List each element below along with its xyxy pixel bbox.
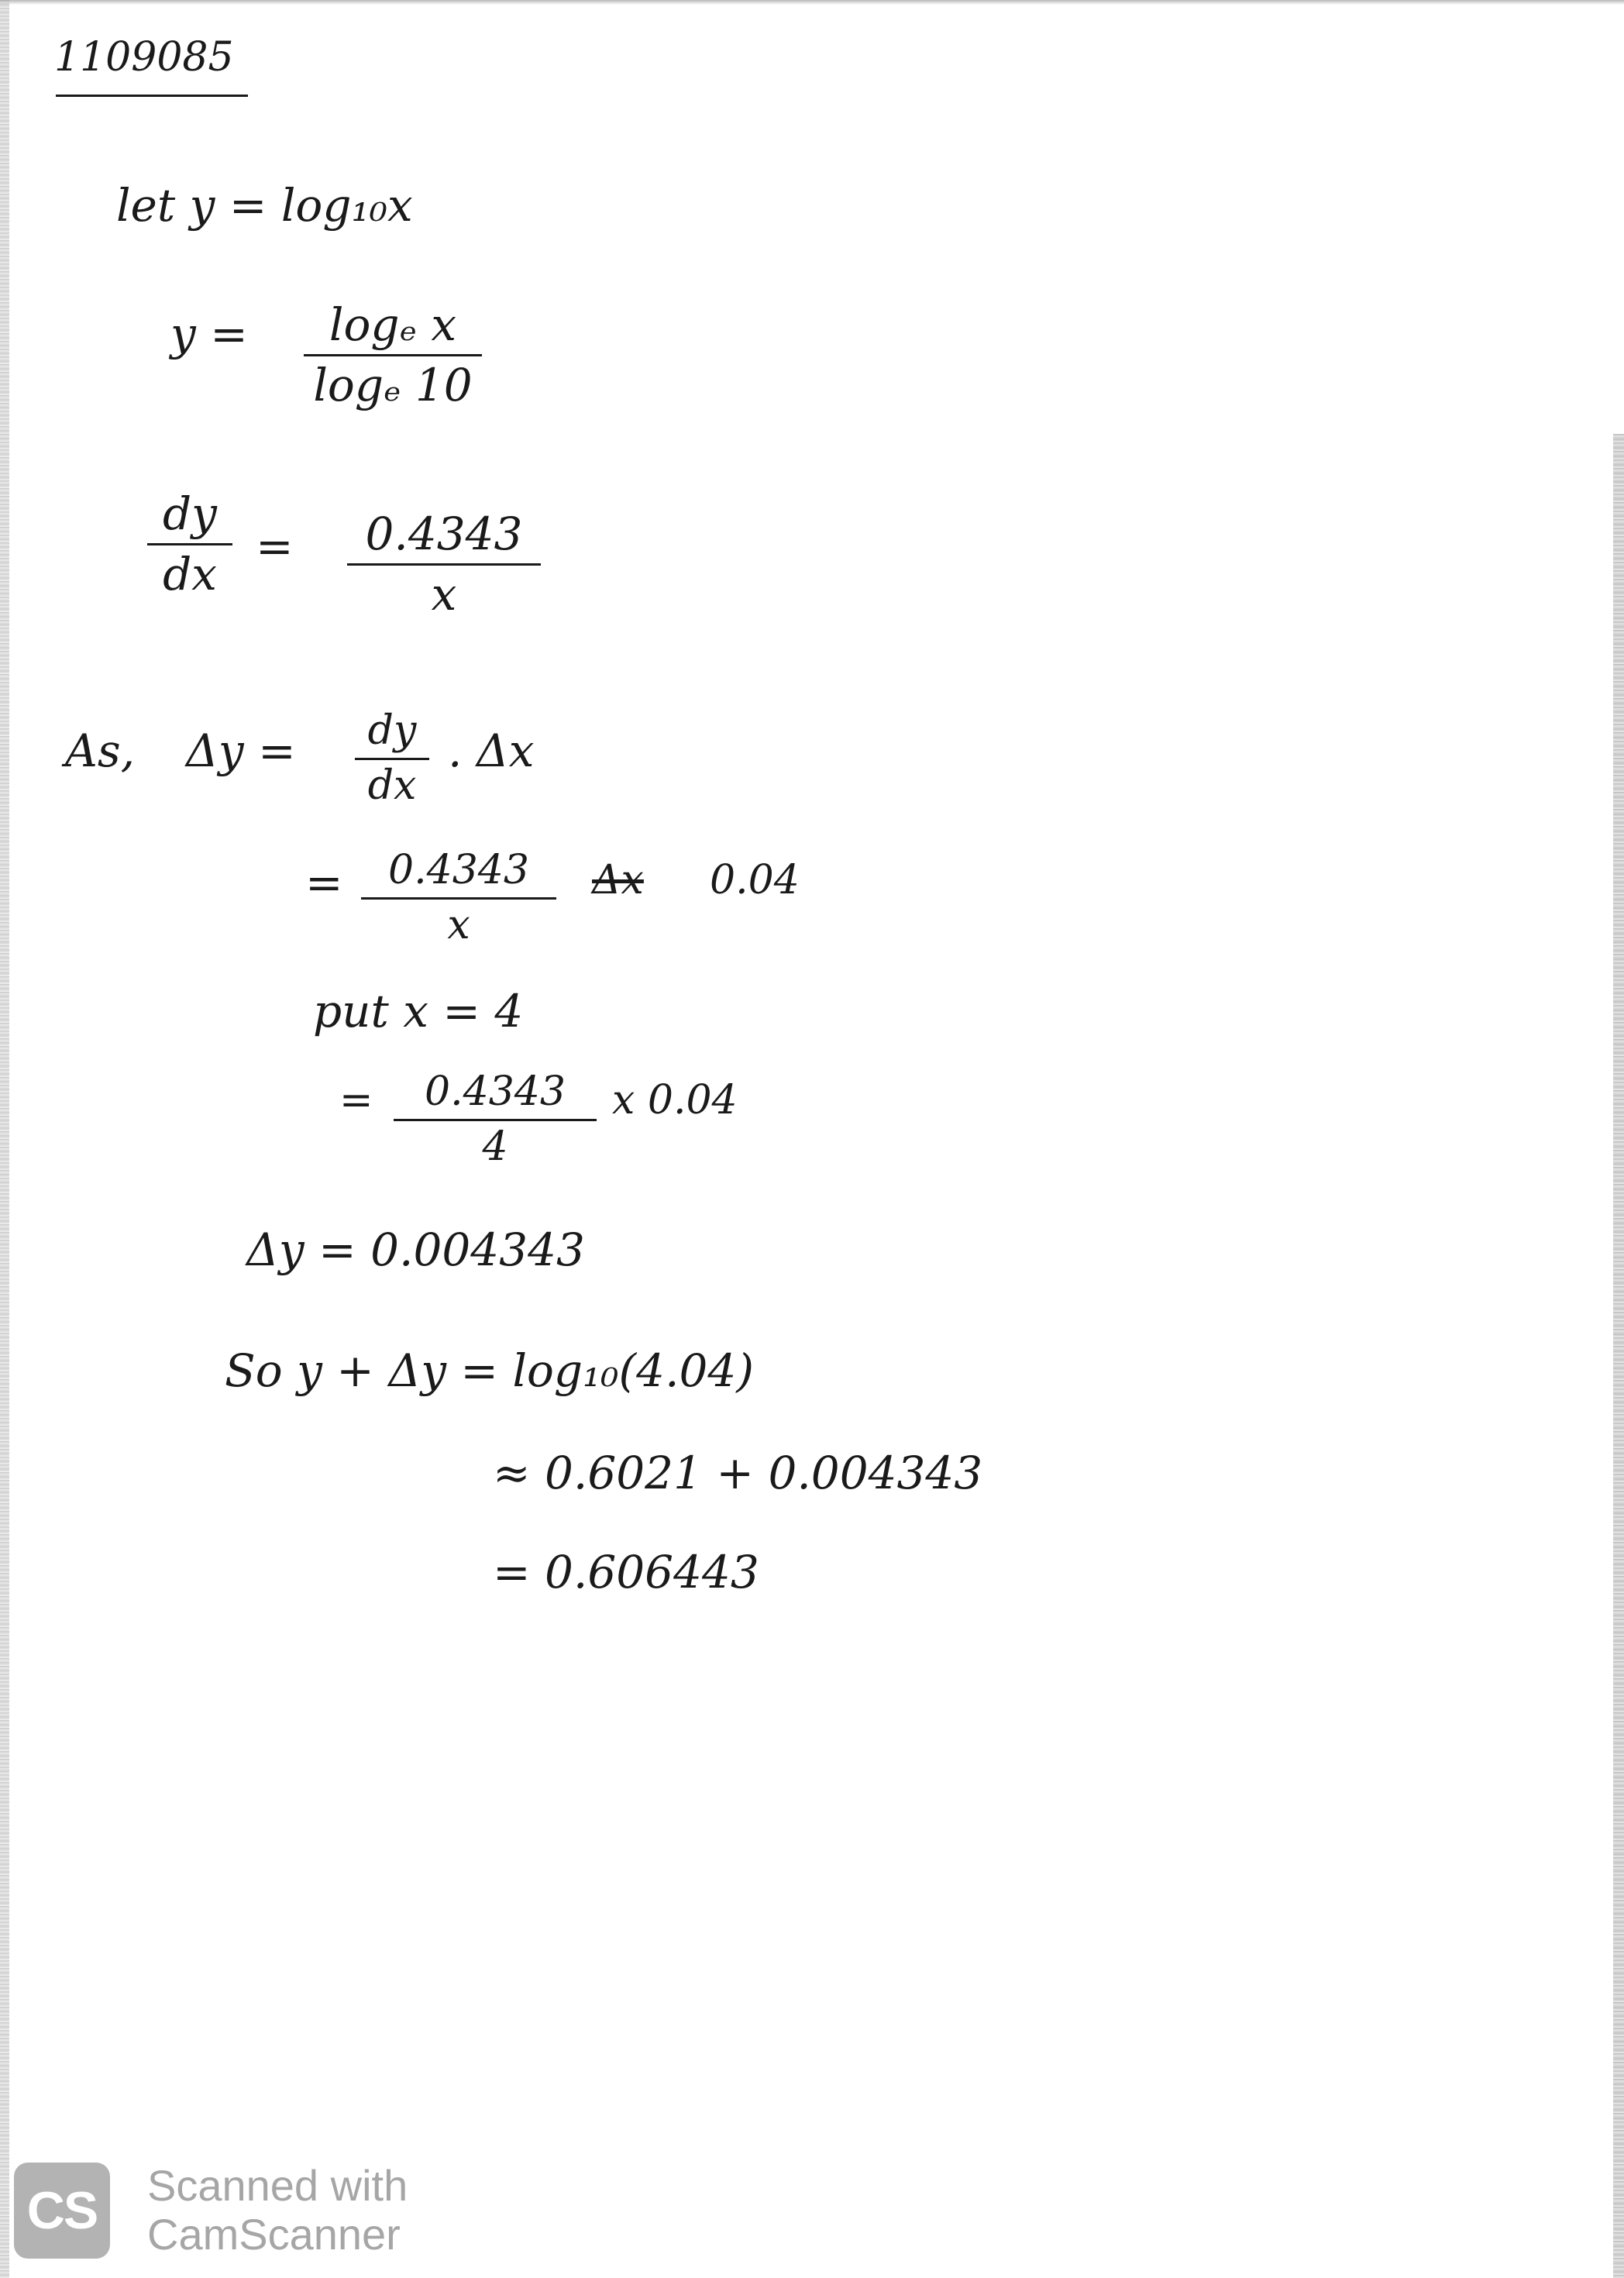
fraction-numerator: 0.4343 — [425, 1068, 566, 1115]
fraction-bar — [355, 758, 429, 760]
scan-edge-top — [0, 0, 1624, 5]
watermark-line-1: Scanned with — [147, 2161, 408, 2210]
watermark-text — [147, 2162, 408, 2259]
fraction-numerator: dy — [367, 707, 417, 754]
times-delta-x: . Δx — [448, 724, 535, 777]
camscanner-logo-icon: CS — [14, 2163, 110, 2259]
fraction-numerator: 0.4343 — [388, 847, 529, 893]
fraction-numerator: 0.4343 — [365, 508, 523, 560]
student-id-underline — [56, 95, 248, 97]
so-line: So y + Δy = log₁₀(4.04) — [225, 1344, 754, 1397]
value-0-04: 0.04 — [710, 857, 800, 903]
approx-sum: ≈ 0.6021 + 0.004343 — [493, 1447, 983, 1499]
fraction-numerator: logₑ x — [329, 298, 457, 351]
final-answer: = 0.606443 — [493, 1546, 759, 1598]
put-x-equals-4: put x = 4 — [313, 985, 524, 1037]
fraction-substituted — [394, 1069, 597, 1171]
struck-delta-x: Δx — [592, 857, 644, 903]
as-prefix: As, — [65, 724, 136, 777]
fraction-bar — [347, 563, 541, 566]
fraction-bar — [147, 543, 232, 545]
delta-y-lhs: Δy = — [186, 724, 296, 777]
fraction-derivative — [347, 508, 541, 620]
fraction-denominator: dx — [163, 547, 217, 600]
equals-sign: = — [256, 520, 294, 573]
fraction-dydx — [147, 488, 232, 600]
fraction-denominator: logₑ 10 — [313, 358, 473, 411]
fraction-bar — [361, 897, 556, 900]
scan-edge-right — [1613, 434, 1624, 2278]
camscanner-watermark — [14, 2162, 408, 2259]
watermark-line-2: CamScanner — [147, 2209, 401, 2259]
equals-sign: = — [339, 1077, 373, 1124]
line-y-eq: y = — [170, 308, 248, 360]
fraction-numerator: dy — [163, 487, 217, 540]
fraction-denominator: x — [431, 567, 457, 621]
student-id: 1109085 — [54, 34, 234, 81]
line-let-y: let y = log₁₀x — [116, 179, 413, 232]
fraction-bar — [304, 354, 482, 356]
fraction-denominator: dx — [367, 762, 417, 809]
fraction-sub — [361, 848, 556, 949]
delta-y-result: Δy = 0.004343 — [246, 1223, 585, 1276]
times-0-04: x 0.04 — [612, 1077, 738, 1124]
fraction-dydx-2 — [355, 708, 429, 810]
fraction-bar — [394, 1119, 597, 1121]
fraction-denominator: x — [447, 901, 470, 948]
fraction-log-e — [304, 299, 482, 411]
scan-edge-left — [0, 0, 9, 2278]
equals-sign: = — [305, 856, 343, 909]
fraction-denominator: 4 — [482, 1123, 508, 1170]
